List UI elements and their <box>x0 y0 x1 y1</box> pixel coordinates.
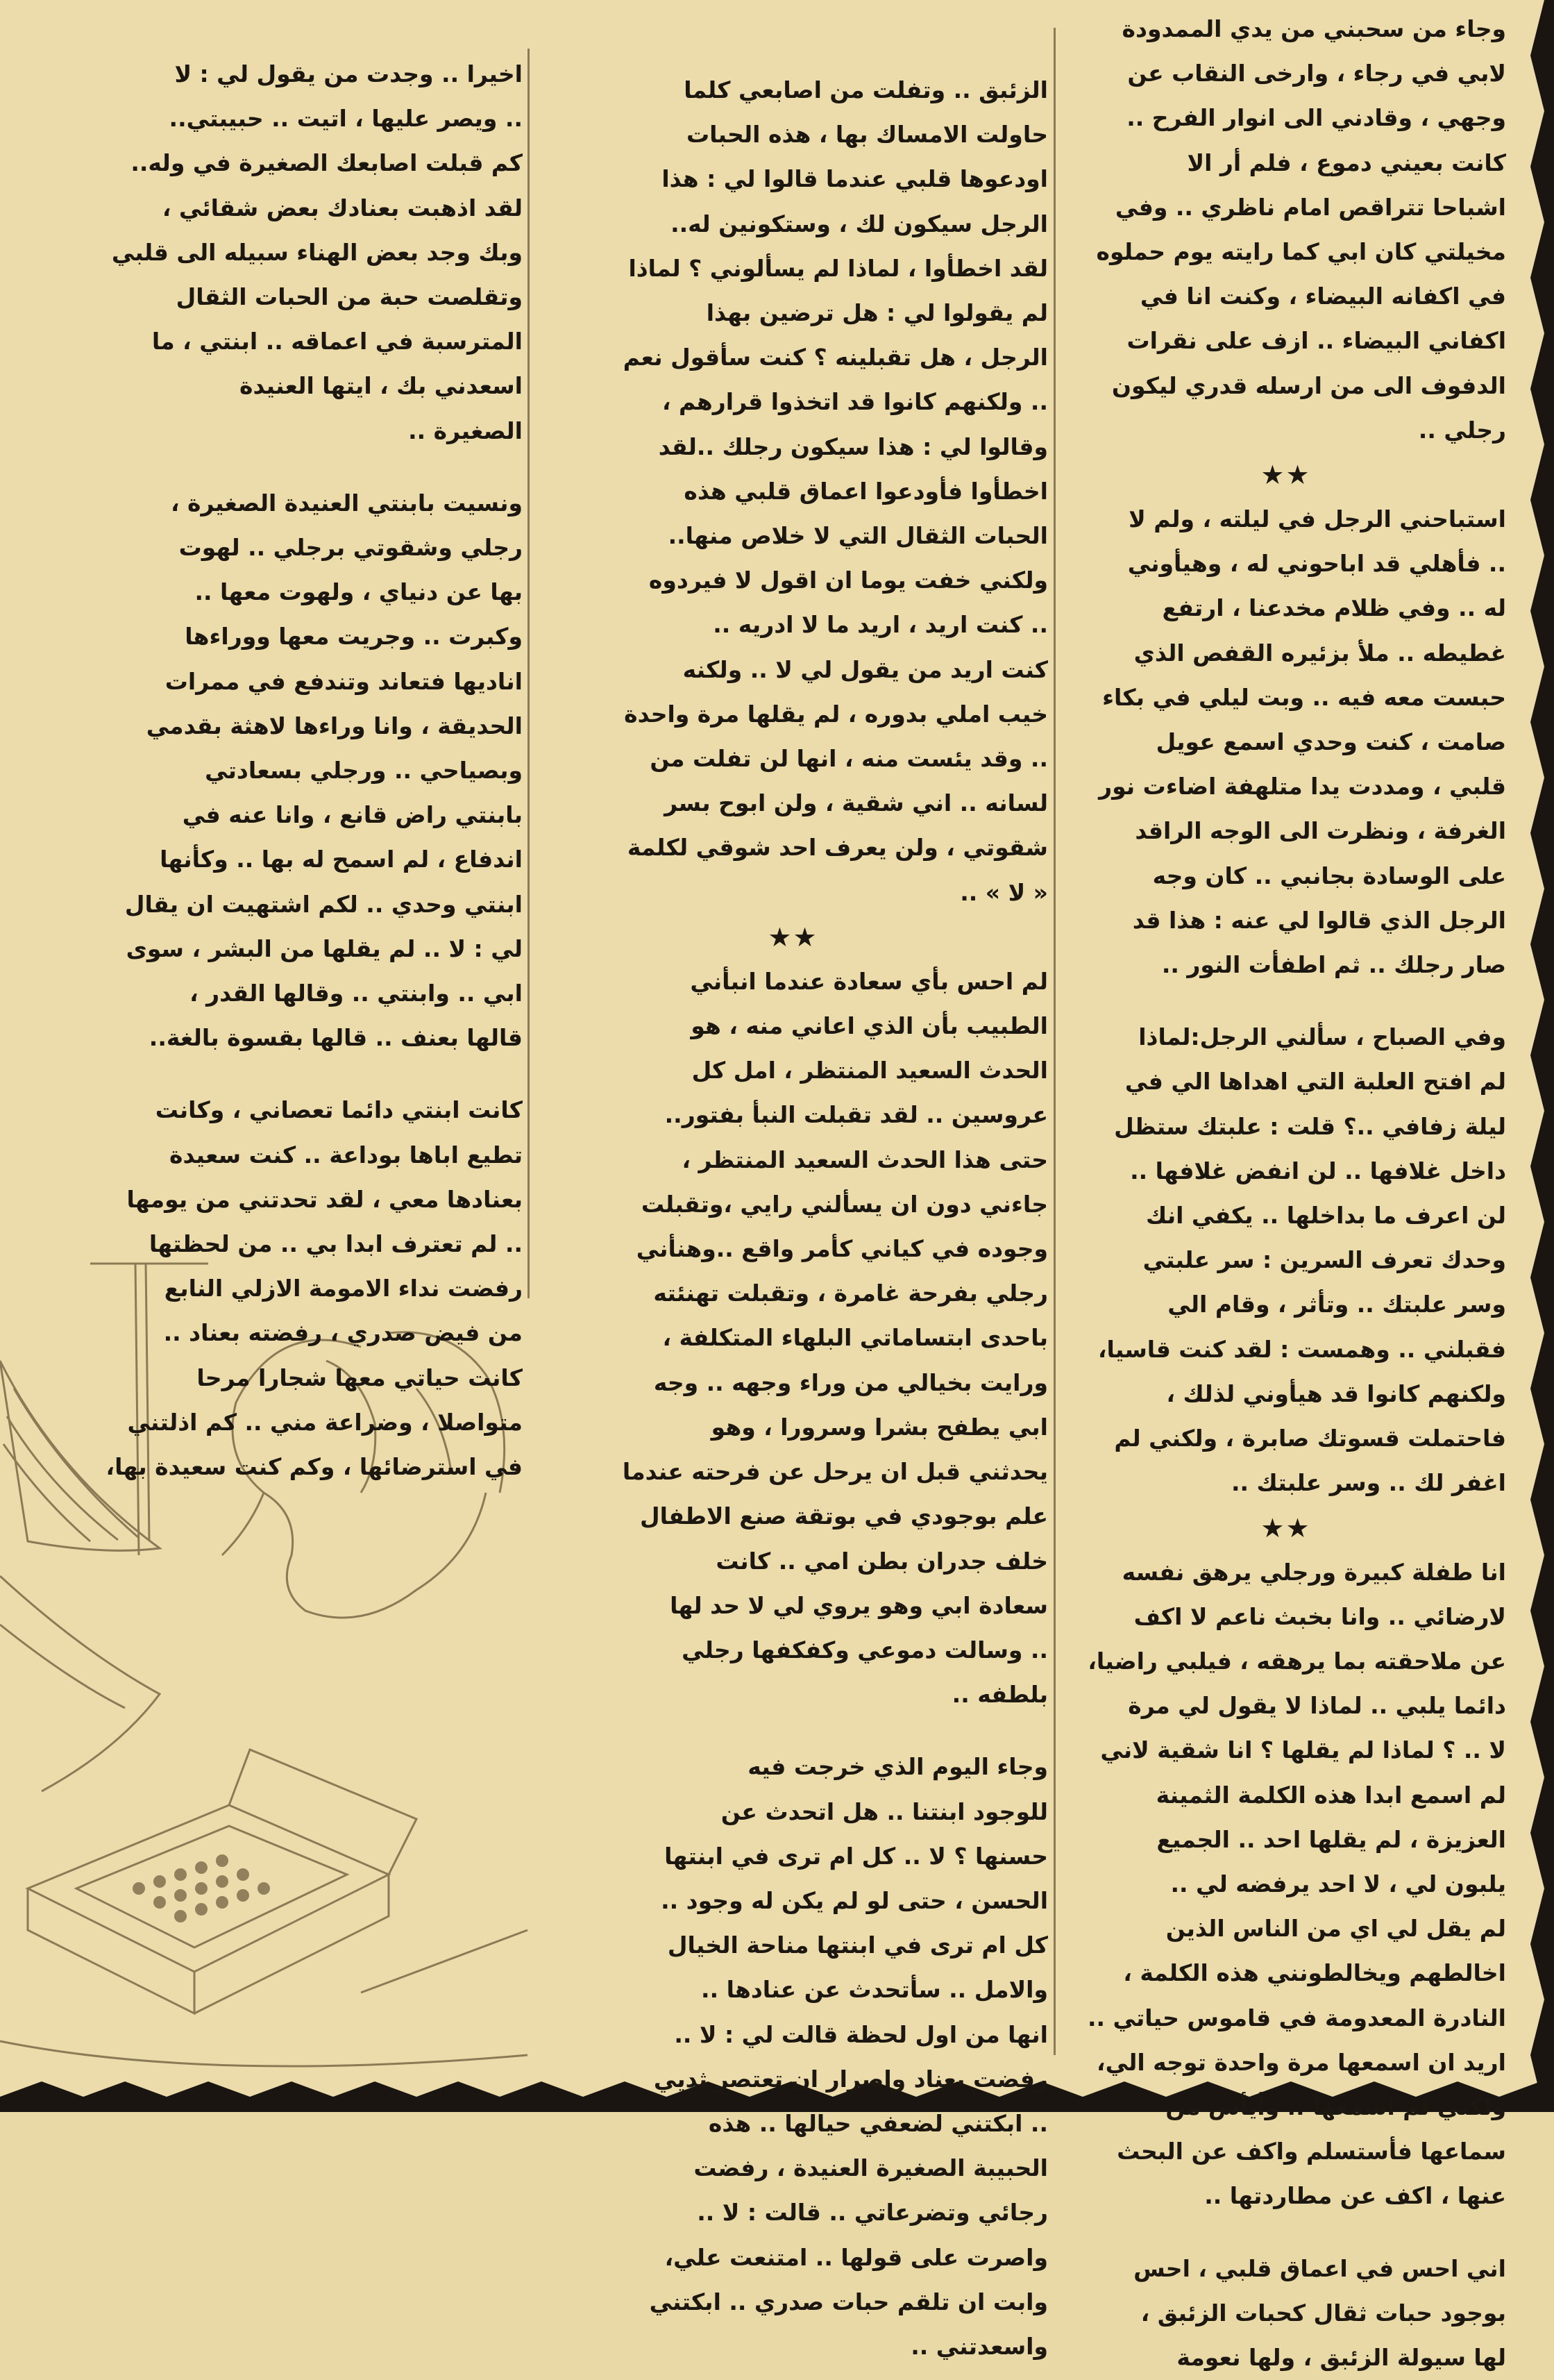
text-line: اودعوها قلبي عندما قالوا لي : هذا <box>661 165 1048 193</box>
text-line: الحبيبة الصغيرة العنيدة ، رفضت <box>693 2154 1048 2182</box>
paragraph-gap <box>12 1060 523 1088</box>
text-line: اغفر لك .. وسر علبتك .. <box>1231 1469 1506 1497</box>
text-line: النادرة المعدومة في قاموس حياتي .. <box>1087 2004 1506 2031</box>
text-line: صار رجلك .. ثم اطفأت النور .. <box>1161 951 1506 979</box>
column-rule-1 <box>527 49 530 1298</box>
text-line: شقوتي ، ولن يعرف احد شوقي لكلمة <box>627 834 1048 862</box>
text-line: عروسين .. لقد تقبلت النبأ بفتور.. <box>664 1101 1048 1129</box>
text-line: اخيرا .. وجدت من يقول لي : لا <box>174 60 523 87</box>
text-line: فقبلني .. وهمست : لقد كنت قاسيا، <box>1097 1335 1506 1363</box>
text-line: له .. وفي ظلام مخدعنا ، ارتفع <box>1162 594 1506 622</box>
text-line: .. فأهلي قد اباحوني له ، وهيأوني <box>1127 550 1506 578</box>
text-line: رجائي وتضرعاتي .. قالت : لا .. <box>697 2199 1048 2227</box>
text-line: وتقلصت حبة من الحبات الثقال <box>176 283 523 311</box>
text-line: اني احس في اعماق قلبي ، احس <box>1133 2254 1506 2282</box>
paragraph <box>1065 1015 1506 1505</box>
text-line: قالها بعنف .. قالها بقسوة بالغة.. <box>149 1024 523 1052</box>
text-line: وابت ان تلقم حبات صدري .. ابكتني <box>649 2288 1048 2315</box>
text-line: الحبات الثقال التي لا خلاص منها.. <box>668 522 1048 550</box>
section-divider-stars: ★★ <box>1260 460 1311 491</box>
paragraph <box>538 959 1048 1717</box>
text-line: سعادة ابي وهو يروي لي لا حد لها <box>670 1591 1048 1619</box>
text-line: رجلي بفرحة غامرة ، وتقبلت تهنئته <box>653 1280 1048 1307</box>
text-line: والامل .. سأتحدث عن عنادها .. <box>701 1976 1048 2004</box>
paragraph <box>538 68 1048 915</box>
text-line: كل ام ترى في ابنتها مناحة الخيال <box>667 1931 1048 1959</box>
text-line: اريد ان اسمعها مرة واحدة توجه الي، <box>1097 2048 1506 2076</box>
text-line: للوجود ابنتنا .. هل اتحدث عن <box>720 1797 1048 1825</box>
text-line: وسر علبتك .. وتأثر ، وقام الي <box>1167 1291 1506 1318</box>
text-line: لقد اذهبت بعنادك بعض شقائي ، <box>162 194 523 221</box>
text-line: الرجل سيكون لك ، وستكونين له.. <box>670 210 1048 237</box>
text-line: .. ويصر عليها ، اتيت .. حبيبتي.. <box>169 105 523 133</box>
text-line: وجاء من سحبني من يدي الممدودة <box>1122 15 1506 42</box>
text-line: الحدث السعيد المنتظر ، امل كل <box>691 1057 1048 1084</box>
text-line: اسعدني بك ، ايتها العنيدة <box>239 372 523 400</box>
text-line: وقالوا لي : هذا سيكون رجلك ..لقد <box>658 433 1048 460</box>
text-line: كانت بعيني دموع ، فلم أر الا <box>1187 149 1506 176</box>
text-line: لا .. ؟ لماذا لم يقلها ؟ انا شقية لاني <box>1100 1736 1506 1764</box>
text-line: وجوده في كياني كأمر واقع ..وهنأني <box>636 1235 1048 1263</box>
text-line: تطيع اباها بوداعة .. كنت سعيدة <box>169 1141 523 1168</box>
text-line: بوجود حبات ثقال كحبات الزئبق ، <box>1140 2299 1506 2327</box>
zigzag-border-right <box>1523 0 1554 2112</box>
text-line: .. كنت اريد ، اريد ما لا ادريه .. <box>713 611 1048 639</box>
paragraph <box>1065 1550 1506 2219</box>
text-line: ليلة زفافي ..؟ قلت : علبتك ستظل <box>1114 1112 1506 1140</box>
text-line: كانت حياتي معها شجارا مرحا <box>196 1364 523 1391</box>
text-line: صامت ، كنت وحدي اسمع عويل <box>1156 728 1506 756</box>
text-line: لي : لا .. لم يقلها من البشر ، سوى <box>126 935 523 962</box>
text-line: الرجل ، هل تقبلينه ؟ كنت سأقول نعم <box>623 344 1048 371</box>
paragraph-gap <box>12 453 523 481</box>
section-divider-stars: ★★ <box>1260 1512 1311 1543</box>
text-line: واصرت على قولها .. امتنعت علي، <box>664 2243 1048 2271</box>
text-line: ولكنهم كانوا قد هيأوني لذلك ، <box>1166 1380 1506 1407</box>
text-line: وبك وجد بعض الهناء سبيله الى قلبي <box>111 238 523 266</box>
text-line: جاءني دون ان يسألني رايي ،وتقبلت <box>641 1190 1048 1218</box>
text-line: لم يقولوا لي : هل ترضين بهذا <box>706 299 1048 327</box>
text-line: لم احس بأي سعادة عندما انبأني <box>690 967 1048 995</box>
text-line: كنت اريد من يقول لي لا .. ولكنه <box>682 655 1048 683</box>
column-rule-2 <box>1054 28 1056 2055</box>
text-line: ولكني خفت يوما ان اقول لا فيردوه <box>648 567 1048 594</box>
text-line: كم قبلت اصابعك الصغيرة في وله.. <box>130 149 523 177</box>
text-line: لسانه .. اني شقية ، ولن ابوح بسر <box>664 789 1048 817</box>
text-line: لن اعرف ما بداخلها .. يكفي انك <box>1146 1202 1506 1230</box>
text-line: يلبون لي ، لا احد يرفضه لي .. <box>1170 1870 1506 1897</box>
text-line: واسعدتني .. <box>911 2332 1048 2360</box>
text-line: وجهي ، وقادني الى انوار الفرح .. <box>1126 104 1506 132</box>
text-line: مخيلتي كان ابي كما رايته يوم حملوه <box>1096 238 1506 266</box>
text-line: علم بوجودي في بوتقة صنع الاطفال <box>640 1502 1048 1530</box>
text-line: حبست معه فيه .. وبت ليلي في بكاء <box>1102 683 1506 711</box>
paragraph <box>1065 7 1506 453</box>
text-line: اناديها فتعاند وتندفع في ممرات <box>164 667 523 695</box>
text-line: داخل غلافها .. لن انفض غلافها .. <box>1130 1157 1506 1184</box>
text-line: في استرضائها ، وكم كنت سعيدة بها، <box>105 1453 523 1481</box>
text-line: لها سيولة الزئبق ، ولها نعومة <box>1176 2343 1506 2371</box>
text-line: بلطفه .. <box>952 1681 1048 1709</box>
text-line: لارضائي .. وانا بخبث ناعم لا اكف <box>1133 1602 1506 1630</box>
text-line: ولكني لم اسمعها .. وأيأس من <box>1165 2093 1506 2120</box>
text-line: من فيض صدري ، رفضته بعناد .. <box>163 1319 523 1347</box>
text-line: اندفاع ، لم اسمح له بها .. وكأنها <box>160 846 523 873</box>
section-divider-stars: ★★ <box>768 921 818 953</box>
text-line: في اكفانه البيضاء ، وكنت انا في <box>1140 283 1506 310</box>
text-line: وبصياحي .. ورجلي بسعادتي <box>205 757 523 785</box>
paragraph <box>12 481 523 1061</box>
text-line: وجاء اليوم الذي خرجت فيه <box>748 1753 1048 1781</box>
text-line: ابي .. وابنتي .. وقالها القدر ، <box>189 980 523 1007</box>
paragraph-gap <box>1065 987 1506 1015</box>
text-line: رفضت نداء الامومة الازلي النابع <box>164 1275 523 1302</box>
text-line: رجلي وشقوتي برجلي .. لهوت <box>178 534 523 562</box>
text-line: متواصلا ، وضراعة مني .. كم اذلتني <box>127 1408 523 1436</box>
text-line: لم اسمع ابدا هذه الكلمة الثمينة <box>1156 1781 1506 1809</box>
text-line: الطبيب بأن الذي اعاني منه ، هو <box>691 1012 1048 1040</box>
column-right <box>1065 7 1506 2380</box>
paragraph <box>1065 2247 1506 2380</box>
text-line: العزيزة ، لم يقلها احد .. الجميع <box>1156 1825 1506 1853</box>
text-line: الزئبق .. وتفلت من اصابعي كلما <box>684 76 1048 103</box>
text-line: المترسبة في اعماقه .. ابنتي ، ما <box>151 328 523 355</box>
text-line: « لا » .. <box>960 878 1048 906</box>
text-line: يحدثني قبل ان يرحل عن فرحته عندما <box>622 1458 1048 1486</box>
text-line: عنها ، اكف عن مطاردتها .. <box>1204 2182 1506 2210</box>
text-line: لقد اخطأوا ، لماذا لم يسألوني ؟ لماذا <box>628 254 1048 282</box>
text-line: رجلي .. <box>1418 416 1506 444</box>
text-line: ابي يطفح بشرا وسرورا ، وهو <box>711 1413 1048 1441</box>
text-line: وفي الصباح ، سألني الرجل:لماذا <box>1138 1023 1506 1051</box>
text-line: خيب املي بدوره ، لم يقلها مرة واحدة <box>624 700 1048 728</box>
text-line: دائما يلبي .. لماذا لا يقول لي مرة <box>1128 1692 1506 1720</box>
text-line: لم يقل لي اي من الناس الذين <box>1165 1915 1506 1943</box>
text-line: الدفوف الى من ارسله قدري ليكون <box>1111 371 1506 399</box>
text-line: انا طفلة كبيرة ورجلي يرهق نفسه <box>1122 1558 1506 1586</box>
text-line: وكبرت .. وجريت معها ووراءها <box>185 623 523 651</box>
text-line: اشباحا تتراقص امام ناظري .. وفي <box>1115 193 1506 221</box>
text-line: خلف جدران بطن امي .. كانت <box>716 1547 1048 1575</box>
text-line: الرجل الذي قالوا لي عنه : هذا قد <box>1132 906 1506 934</box>
text-line: حسنها ؟ لا .. كل ام ترى في ابنتها <box>664 1842 1048 1870</box>
text-line: على الوسادة بجانبي .. كان وجه <box>1152 862 1506 889</box>
text-line: فاحتملت قسوتك صابرة ، ولكني لم <box>1114 1425 1506 1452</box>
text-line: اخطأوا فأودعوا اعماق قلبي هذه <box>684 477 1048 505</box>
text-line: قلبي ، ومددت يدا متلهفة اضاءت نور <box>1099 773 1506 801</box>
paragraph <box>1065 497 1506 987</box>
text-line: اكفاني البيضاء .. ازف على نقرات <box>1126 327 1506 355</box>
text-line: .. ولكنهم كانوا قد اتخذوا قرارهم ، <box>662 388 1048 416</box>
text-line: غطيطه .. ملأ بزئيره القفص الذي <box>1133 639 1506 667</box>
text-line: الصغيرة .. <box>408 417 523 444</box>
paragraph-gap <box>538 1717 1048 1745</box>
text-line: عن ملاحقته بما يرهقه ، فيلبي راضيا، <box>1088 1647 1506 1675</box>
paragraph <box>12 1088 523 1489</box>
text-line: كانت ابنتي دائما تعصاني ، وكانت <box>155 1096 523 1124</box>
text-line: استباحني الرجل في ليلته ، ولم لا <box>1129 505 1506 533</box>
column-middle <box>538 68 1048 2369</box>
text-line: سماعها فأستسلم واكف عن البحث <box>1117 2138 1506 2165</box>
text-line: بابنتي راض قانع ، وانا عنه في <box>182 801 523 829</box>
text-line: .. ابكتني لضعفي حيالها .. هذه <box>708 2109 1048 2137</box>
text-line: .. لم تعترف ابدا بي .. من لحظتها <box>149 1230 523 1258</box>
text-line: حتى هذا الحدث السعيد المنتظر ، <box>682 1146 1048 1173</box>
text-line: لم افتح العلبة التي اهداها الي في <box>1124 1068 1506 1096</box>
text-line: .. وقد يئست منه ، انها لن تفلت من <box>650 745 1048 773</box>
paragraph-gap <box>1065 2219 1506 2247</box>
text-line: بعنادها معي ، لقد تحدتني من يومها <box>126 1185 523 1213</box>
paragraph <box>12 52 523 453</box>
text-line: بها عن دنياي ، ولهوت معها .. <box>194 578 523 606</box>
text-line: رفضت بعناد واصرار ان تعتصر ثديي <box>653 2065 1048 2093</box>
text-line: الحسن ، حتى لو لم يكن له وجود .. <box>661 1886 1048 1914</box>
text-line: ونسيت بابنتي العنيدة الصغيرة ، <box>170 489 523 517</box>
paragraph <box>538 1745 1048 2369</box>
text-line: باحدى ابتساماتي البلهاء المتكلفة ، <box>662 1324 1048 1352</box>
text-line: الغرفة ، ونظرت الى الوجه الراقد <box>1135 817 1506 845</box>
text-line: ورايت بخيالي من وراء وجهه .. وجه <box>653 1368 1048 1396</box>
text-line: لابي في رجاء ، وارخى النقاب عن <box>1127 60 1506 87</box>
text-line: .. وسالت دموعي وكفكفها رجلي <box>682 1636 1048 1664</box>
text-line: حاولت الامساك بها ، هذه الحبات <box>686 121 1048 149</box>
text-line: انها من اول لحظة قالت لي : لا .. <box>674 2020 1048 2048</box>
text-line: اخالطهم ويخالطونني هذه الكلمة ، <box>1123 1959 1506 1987</box>
column-left <box>12 52 523 1489</box>
text-line: وحدك تعرف السرين : سر علبتي <box>1142 1246 1506 1274</box>
text-line: الحديقة ، وانا وراءها لاهثة بقدمي <box>146 712 523 739</box>
text-line: ابنتي وحدي .. لكم اشتهيت ان يقال <box>124 890 523 918</box>
